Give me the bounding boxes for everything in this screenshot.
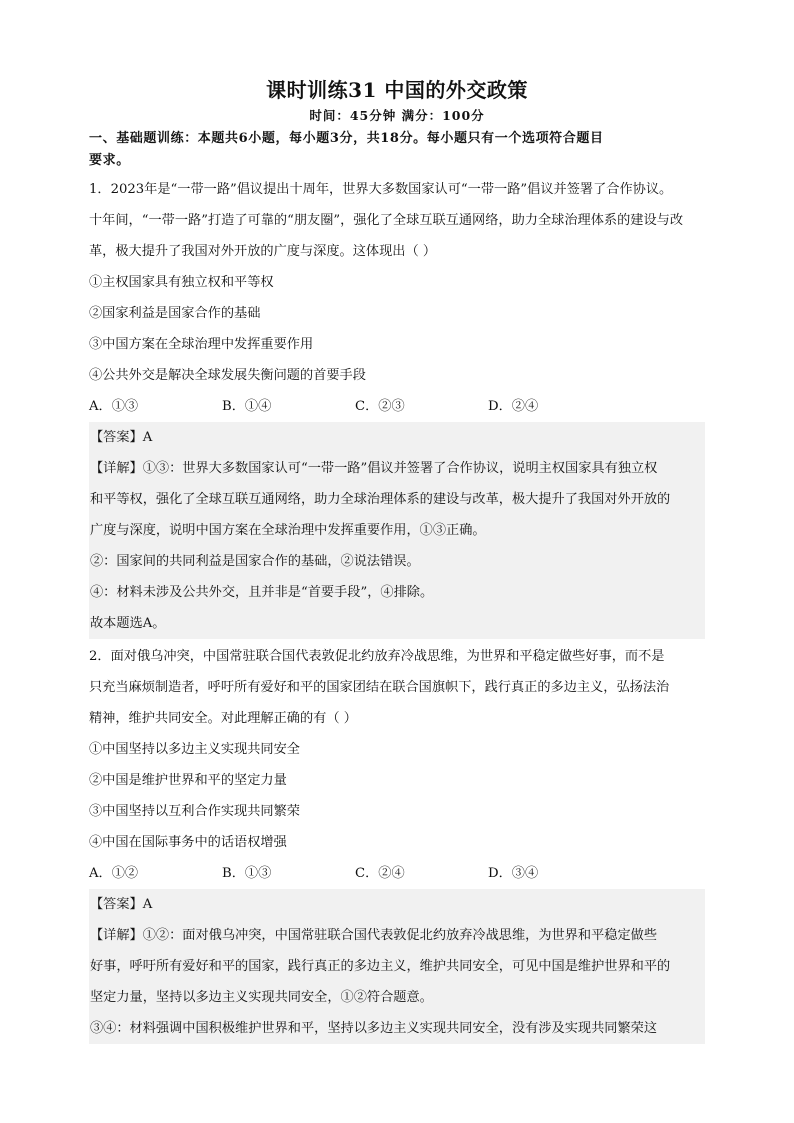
options-row	[89, 391, 705, 422]
question-2	[89, 641, 705, 1044]
statement-item: ④公共外交是解决全球发展失衡问题的首要手段	[89, 368, 366, 383]
answer-analysis-box	[89, 422, 705, 639]
analysis-line: ④：材料未涉及公共外交，且并非是“首要手段”，④排除。	[90, 585, 434, 600]
answer-value: A	[142, 897, 153, 912]
options-row	[89, 858, 705, 889]
section-heading-line: 要求。	[89, 153, 130, 168]
analysis-line: 广度与深度，说明中国方案在全球治理中发挥重要作用，①③正确。	[90, 523, 486, 538]
option-a: A．①③	[89, 399, 139, 414]
analysis-line: 和平等权，强化了全球互联互通网络，助力全球治理体系的建设与改革，极大提升了我国对外开放的	[90, 492, 671, 507]
analysis-line: 坚定力量，坚持以多边主义实现共同安全，①②符合题意。	[90, 990, 433, 1005]
question-1	[89, 174, 705, 639]
analysis-label: 【详解】	[90, 461, 143, 476]
statement-item: ③中国坚持以互利合作实现共同繁荣	[89, 804, 300, 819]
analysis-line: ③④：材料强调中国积极维护世界和平，坚持以多边主义实现共同安全，没有涉及实现共同繁荣这	[90, 1021, 658, 1036]
answer-label: 【答案】	[90, 897, 143, 912]
option-d: D．②④	[488, 399, 539, 414]
question-stem-line: 十年间，“一带一路”打造了可靠的“朋友圈”，强化了全球互联互通网络，助力全球治理体系的建设与改	[89, 213, 684, 228]
question-stem-line: 精神，维护共同安全。对此理解正确的有（ ）	[89, 711, 357, 726]
answer-line	[89, 422, 705, 453]
question-stem-line: 1．2023年是“一带一路”倡议提出十周年，世界大多数国家认可“一带一路”倡议并签署了合作协议。	[89, 182, 673, 197]
section-heading	[89, 128, 705, 172]
analysis-line: ②：国家间的共同利益是国家合作的基础，②说法错误。	[90, 554, 420, 569]
statement-item: ①中国坚持以多边主义实现共同安全	[89, 742, 300, 757]
page-title: 课时训练31 中国的外交政策	[266, 78, 528, 102]
statement-item: ④中国在国际事务中的话语权增强	[89, 835, 287, 850]
option-c: C．②③	[355, 399, 405, 414]
question-stem-line: 2．面对俄乌冲突，中国常驻联合国代表敦促北约放弃冷战思维，为世界和平稳定做些好事，而不是	[89, 649, 665, 664]
analysis-line: 好事，呼吁所有爱好和平的国家，践行真正的多边主义，维护共同安全，可见中国是维护世界和平的	[90, 959, 671, 974]
analysis-label: 【详解】	[90, 928, 143, 943]
answer-value: A	[142, 430, 153, 445]
statement-item: ①主权国家具有独立权和平等权	[89, 275, 274, 290]
answer-label: 【答案】	[90, 430, 143, 445]
option-d: D．③④	[488, 866, 539, 881]
answer-analysis-box	[89, 889, 705, 1044]
option-b: B．①④	[222, 399, 272, 414]
question-stem-line: 只充当麻烦制造者，呼吁所有爱好和平的国家团结在联合国旗帜下，践行真正的多边主义，弘扬法治	[89, 680, 670, 695]
option-b: B．①③	[222, 866, 272, 881]
analysis-line	[89, 920, 705, 951]
analysis-line	[89, 453, 705, 484]
section-heading-line: 一、基础题训练：本题共6小题，每小题3分，共18分。每小题只有一个选项符合题目	[89, 131, 604, 146]
option-a: A．①②	[89, 866, 139, 881]
statement-item: ②中国是维护世界和平的坚定力量	[89, 773, 287, 788]
analysis-text: ①②：面对俄乌冲突，中国常驻联合国代表敦促北约放弃冷战思维，为世界和平稳定做些	[142, 928, 658, 943]
statement-item: ②国家利益是国家合作的基础	[89, 306, 261, 321]
question-stem-line: 革，极大提升了我国对外开放的广度与深度。这体现出（ ）	[89, 244, 437, 259]
statement-item: ③中国方案在全球治理中发挥重要作用	[89, 337, 314, 352]
answer-line	[89, 889, 705, 920]
analysis-line: 故本题选A。	[90, 616, 166, 631]
option-c: C．②④	[355, 866, 405, 881]
analysis-text: ①③：世界大多数国家认可“一带一路”倡议并签署了合作协议，说明主权国家具有独立权	[142, 461, 658, 476]
exam-meta: 时间：45分钟 满分：100分	[309, 108, 485, 123]
